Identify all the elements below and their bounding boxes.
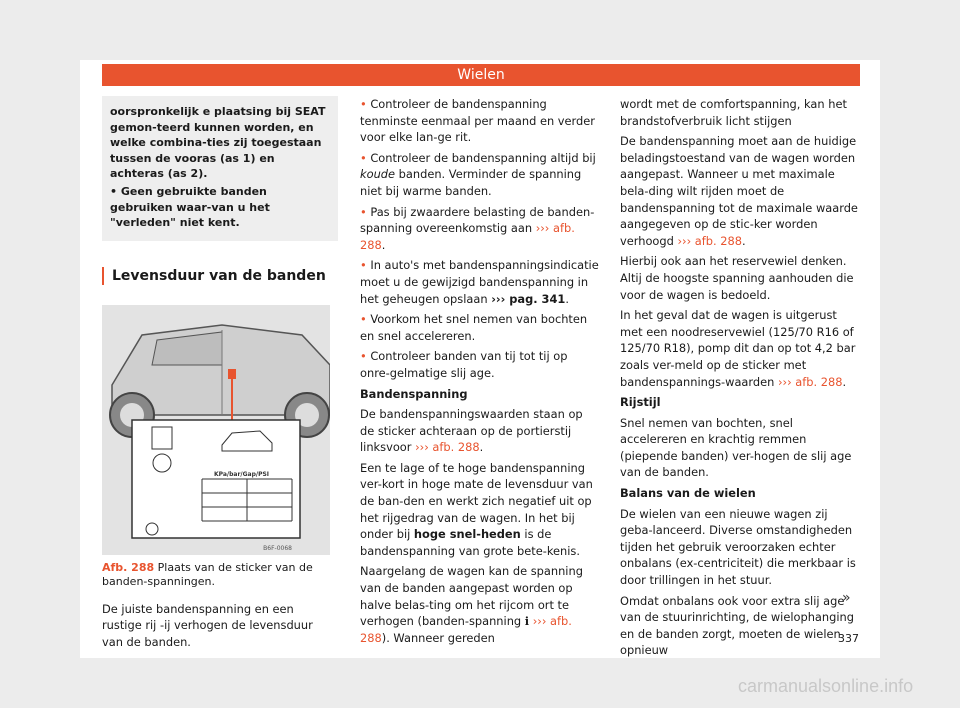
col3-paragraph-1: wordt met de comfortspanning, kan het brandstofverbruik licht stijgen xyxy=(620,97,847,128)
col2-paragraph-3: Naargelang de wagen kan de spanning van de banden aangepast worden op halve belas-ting om het rijcom ort te verhogen (banden-spanning ℹ ››› afb. 288). Wanneer gereden xyxy=(360,564,583,645)
figure-label: Afb. 288 xyxy=(102,560,155,574)
car-sticker-illustration xyxy=(102,305,330,555)
notice-item-2 xyxy=(110,184,330,231)
col3-paragraph-3: Hierbij ook aan het reservewiel denken. Altij de hoogste spanning aanhouden die voor de wagen is bedoeld. xyxy=(620,254,854,302)
bullet-6: • Controleer banden van tij tot tij op onre-gelmatige slij age. xyxy=(360,349,568,380)
subhead-rijstijl: Rijstijl xyxy=(620,395,661,410)
continue-mark: » xyxy=(842,590,851,606)
subhead-balans: Balans van de wielen xyxy=(620,486,756,501)
ref-link[interactable]: ››› afb. 288 xyxy=(677,233,742,248)
bullet-1: • Controleer de bandenspanning tenminste eenmaal per maand en verder voor elke lan-ge rit. xyxy=(360,97,595,145)
col3-paragraph-6: De wielen van een nieuwe wagen zij geba-lanceerd. Diverse omstandigheden tijden het gebruik veroorzaken echter onbalans (ex-centriciteit) die merkbaar is door trillingen in het stuur. xyxy=(620,506,856,588)
figure-code: B6F-0068 xyxy=(263,544,292,552)
ref-link[interactable]: ››› pag. 341 xyxy=(491,291,566,306)
col3-paragraph-4: In het geval dat de wagen is uitgerust met een noodreservewiel (125/70 R16 of 125/70 R18), pomp dit dan op tot 4,2 bar zoals ver-meld op de sticker met bandenspannings-waarden ››› afb. 288. xyxy=(620,308,856,389)
notice-box xyxy=(102,96,338,241)
subhead-bandenspanning: Bandenspanning xyxy=(360,386,468,401)
figure-caption-text: Plaats van de sticker van de banden-spanningen. xyxy=(102,560,313,588)
figure-tire-sticker xyxy=(102,305,330,555)
ref-link[interactable]: ››› afb. 288 xyxy=(415,440,480,455)
sticker-units-label: KPa/bar/Gap/PSI xyxy=(214,470,270,478)
ref-link[interactable]: ››› afb. 288 xyxy=(360,614,572,645)
info-icon: ℹ xyxy=(524,614,530,629)
bullet-3: • Pas bij zwaardere belasting de banden-spanning overeenkomstig aan ››› afb. 288. xyxy=(360,204,595,252)
section-title: Levensduur van de banden xyxy=(102,267,330,285)
chapter-header: Wielen xyxy=(102,64,860,86)
col1-paragraph: De juiste bandenspanning en een rustige rij -ij verhogen de levensduur van de banden. xyxy=(102,601,313,649)
ref-link[interactable]: ››› afb. 288 xyxy=(777,374,843,389)
col2-paragraph-2: Een te lage of te hoge bandenspanning ver-kort in hoge mate de levensduur van de ban-den en werkt zich negatief uit op het rijgedrag van de wagen. In het bij onder bij hoge snel-heden is de bandenspanning van grote bete-kenis. xyxy=(360,460,593,558)
column-1 xyxy=(102,96,330,655)
column-3 xyxy=(620,96,860,663)
col3-paragraph-5: Snel nemen van bochten, snel accelereren en krachtig remmen (piepende banden) ver-hogen de slij age van de banden. xyxy=(620,415,852,480)
notice-text-1: oorspronkelijk e plaatsing bij SEAT gemon-teerd kunnen worden, en welke combina-ties zij toegestaan tussen de vooras (as 1) en achteras (as 2). xyxy=(110,105,326,181)
bullet-5: • Voorkom het snel nemen van bochten en snel accelereren. xyxy=(360,312,588,343)
watermark: carmanualsonline.info xyxy=(738,676,914,696)
notice-bullet: • xyxy=(110,184,118,198)
column-2 xyxy=(360,96,600,650)
ref-link[interactable]: ››› afb. 288 xyxy=(360,221,575,252)
figure-caption xyxy=(102,561,330,589)
col2-paragraph-1: De bandenspanningswaarden staan op de sticker achteraan op de portierstij linksvoor ››› afb. 288. xyxy=(360,407,583,455)
col3-paragraph-2: De bandenspanning moet aan de huidige beladingstoestand van de wagen worden aangepast. Wanneer u met maximale bela-ding wilt rijden moet de bandenspanning tot de maximale waarde aangegeven op de stic-ker worden verhoogd ››› afb. 288. xyxy=(620,134,858,248)
sticker-location-marker xyxy=(228,369,236,379)
notice-text-2: Geen gebruikte banden gebruiken waar-van u het "verleden" niet kent. xyxy=(110,184,270,230)
col3-paragraph-7: Omdat onbalans ook voor extra slij age van de stuurinrichting, de wielophanging en de banden zorgt, moeten de wielen opnieuw xyxy=(620,593,854,658)
bullet-2: • Controleer de bandenspanning altijd bij koude banden. Verminder de spanning niet bij warme banden. xyxy=(360,150,596,198)
bullet-4: • In auto's met bandenspanningsindicatie moet u de gewijzigd bandenspanning in het geheugen opslaan ››› pag. 341. xyxy=(360,258,599,306)
page-number: 337 xyxy=(838,632,859,645)
